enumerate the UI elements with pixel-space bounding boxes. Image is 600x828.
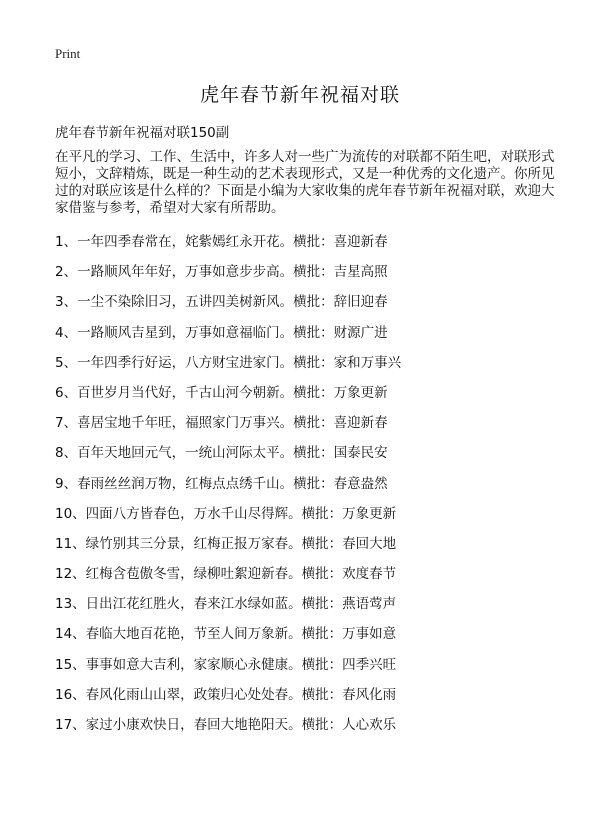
list-item: 14、春临大地百花艳，节至人间万象新。横批：万事如意 [55, 626, 397, 643]
list-item: 17、家过小康欢快日，春回大地艳阳天。横批：人心欢乐 [55, 717, 397, 733]
list-item: 16、春风化雨山山翠，政策归心处处春。横批：春风化雨 [55, 686, 397, 703]
list-item: 8、百年天地回元气，一统山河际太平。横批：国泰民安 [55, 445, 388, 462]
list-item: 10、四面八方皆春色，万水千山尽得辉。横批：万象更新 [55, 505, 397, 522]
intro-paragraph [55, 149, 555, 217]
list-item: 6、百世岁月当代好，千古山河今朝新。横批：万象更新 [55, 384, 388, 401]
page-subtitle: 虎年春节新年祝福对联150副 [55, 125, 230, 141]
list-item: 15、事事如意大吉利，家家顺心永健康。横批：四季兴旺 [55, 656, 397, 673]
print-link[interactable]: Print [55, 46, 81, 61]
page-title: 虎年春节新年祝福对联 [199, 84, 400, 106]
list-item: 4、一路顺风吉星到，万事如意福临门。横批：财源广进 [55, 324, 388, 341]
list-item: 12、红梅含苞傲冬雪，绿柳吐絮迎新春。横批：欢度春节 [55, 566, 397, 583]
list-item: 9、春雨丝丝润万物，红梅点点绣千山。横批：春意盎然 [55, 475, 388, 492]
intro-text: 在平凡的学习、工作、生活中，许多人对一些广为流传的对联都不陌生吧，对联形式短小，文辞精炼，既是一种生动的艺术表现形式，又是一种优秀的文化遗产。你所见过的对联应该是什么样的？下面是小编为大家收集的虎年春节新年祝福对联，欢迎大家借鉴与参考，希望对大家有所帮助。 [55, 149, 555, 216]
list-item: 1、一年四季春常在，姹紫嫣红永开花。横批：喜迎新春 [55, 234, 388, 250]
list-item: 11、绿竹别其三分景，红梅正报万家春。横批：春回大地 [55, 535, 397, 552]
list-item: 3、一尘不染除旧习，五讲四美树新风。横批：辞旧迎春 [55, 294, 388, 311]
list-item: 7、喜居宝地千年旺，福照家门万事兴。横批：喜迎新春 [55, 415, 388, 432]
list-item: 13、日出江花红胜火，春来江水绿如蓝。横批：燕语莺声 [55, 596, 397, 613]
couplet-list [55, 234, 555, 747]
list-item: 2、一路顺风年年好，万事如意步步高。横批：吉星高照 [55, 264, 388, 281]
list-item: 5、一年四季行好运，八方财宝进家门。横批：家和万事兴 [55, 354, 402, 371]
